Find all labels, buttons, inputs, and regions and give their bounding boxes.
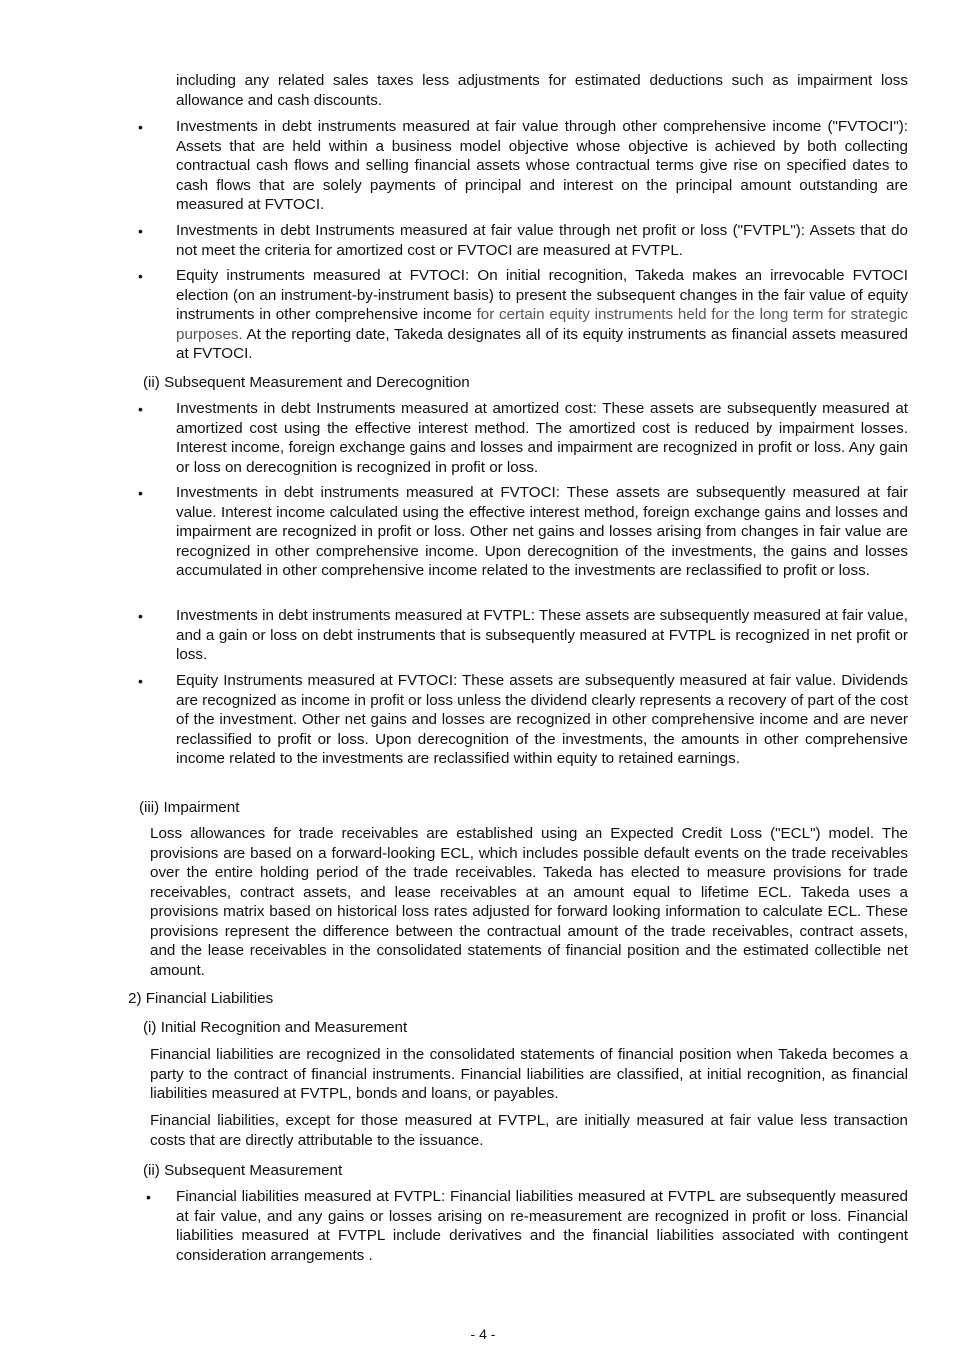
initial-recognition-paragraph-2: Financial liabilities, except for those measured at FVTPL, are initially measured at fair value less transaction costs that are directly attributable to the issuance.: [150, 1112, 908, 1149]
bullet-fvtpl-debt-subsequent: Investments in debt instruments measured at FVTPL: These assets are subsequently measured at fair value, and a gain or loss on debt instruments that is subsequently measured at FVTPL is recognized in net profit or loss.: [176, 607, 908, 663]
bullet-marker: •: [138, 673, 143, 689]
impairment-paragraph: Loss allowances for trade receivables are established using an Expected Credit Loss ("ECL") model. The provisions are based on a forward-looking ECL, which includes possible default events on the trade receivables over the entire holding period of the trade receivables. Takeda has elected to measure provisions for trade receivables, contract assets, and lease receivables at an amount equal to lifetime ECL. Takeda uses a provisions matrix based on historical loss rates adjusted for forward looking information to calculate ECL. These provisions represent the difference between the contractual amount of the trade receivables, contract assets, and the lease receivables in the consolidated statements of financial position and the estimated collectible net amount.: [150, 825, 908, 979]
bullet-equity-fvtoci-subsequent: Equity Instruments measured at FVTOCI: These assets are subsequently measured at fair value. Dividends are recognized as income in profit or loss unless the dividend clearly represents a recovery of part of the cost of the investment. Other net gains and losses are recognized in other comprehensive income and are never reclassified to profit or loss. Upon derecognition of the investments, the amounts in other comprehensive income related to the investments are reclassified within equity to retained earnings.: [176, 672, 908, 767]
bullet-marker: •: [138, 223, 143, 239]
bullet-marker: •: [146, 1189, 151, 1205]
subheading-subsequent-measurement-liabilities: (ii) Subsequent Measurement: [143, 1162, 343, 1179]
initial-recognition-paragraph-1: Financial liabilities are recognized in the consolidated statements of financial position when Takeda becomes a party to the contract of financial instruments. Financial liabilities are classified, at initial recognition, as financial liabilities measured at FVTPL, bonds and loans, or payables.: [150, 1046, 908, 1102]
equity-text-highlight: for certain equity instruments held for the long term for strategic purposes.: [176, 306, 908, 343]
bullet-marker: •: [138, 608, 143, 624]
bullet-amortized-cost: Investments in debt Instruments measured at amortized cost: These assets are subsequently measured at amortized cost using the effective interest method. The amortized cost is reduced by impairment losses. Interest income, foreign exchange gains and losses and impairment are recognized in profit or loss. Any gain or loss on derecognition is recognized in profit or loss.: [176, 400, 908, 476]
equity-text-part: Equity instruments measured at FVTOCI: On initial recognition, Takeda makes an irrevocable FVTOCI election (on an instrument-by-instrument basis) to present the subsequent changes in the fair value of equity instruments in other comprehensive income: [176, 267, 908, 323]
continuation-paragraph: including any related sales taxes less adjustments for estimated deductions such as impairment loss allowance and cash discounts.: [176, 72, 908, 109]
equity-text-part: At the reporting date, Takeda designates all of its equity instruments as financial assets measured at FVTOCI.: [176, 325, 908, 362]
bullet-equity-fvtoci: [176, 266, 908, 364]
heading-financial-liabilities: 2) Financial Liabilities: [128, 990, 274, 1007]
bullet-fvtoci-debt-subsequent: Investments in debt instruments measured at FVTOCI: These assets are subsequently measured at fair value. Interest income calculated using the effective interest method, foreign exchange gains and losses and impairment are recognized in profit or loss. Other net gains and losses arising from changes in fair value are recognized in other comprehensive income. Upon derecognition of the investments, the gains and losses accumulated in other comprehensive income related to the investments are reclassified to profit or loss.: [176, 484, 908, 579]
bullet-marker: •: [138, 268, 143, 284]
page-number: - 4 -: [470, 1326, 496, 1342]
bullet-marker: •: [138, 119, 143, 135]
bullet-marker: •: [138, 401, 143, 417]
bullet-fvtoci-debt: Investments in debt instruments measured at fair value through other comprehensive income ("FVTOCI"): Assets that are held within a business model objective whose objective is achieved by both collecting contractual cash flows and selling financial assets whose contractual terms give rise on specified dates to cash flows that are solely payments of principal and interest on the principal amount outstanding are measured at FVTOCI.: [176, 118, 908, 213]
subheading-initial-recognition: (i) Initial Recognition and Measurement: [143, 1019, 408, 1036]
bullet-fvtpl-debt: Investments in debt Instruments measured at fair value through net profit or loss ("FVTPL"): Assets that do not meet the criteria for amortized cost or FVTOCI are measured at FVTPL.: [176, 222, 908, 259]
subheading-impairment: (iii) Impairment: [139, 799, 240, 816]
bullet-liabilities-fvtpl: Financial liabilities measured at FVTPL: Financial liabilities measured at FVTPL are subsequently measured at fair value, and any gains or losses arising on re-measurement are recognized in profit or loss. Financial liabilities measured at FVTPL include derivatives and the financial liabilities associated with contingent consideration arrangements .: [176, 1188, 908, 1264]
subheading-subsequent-measurement: (ii) Subsequent Measurement and Derecognition: [143, 374, 470, 391]
bullet-marker: •: [138, 485, 143, 501]
